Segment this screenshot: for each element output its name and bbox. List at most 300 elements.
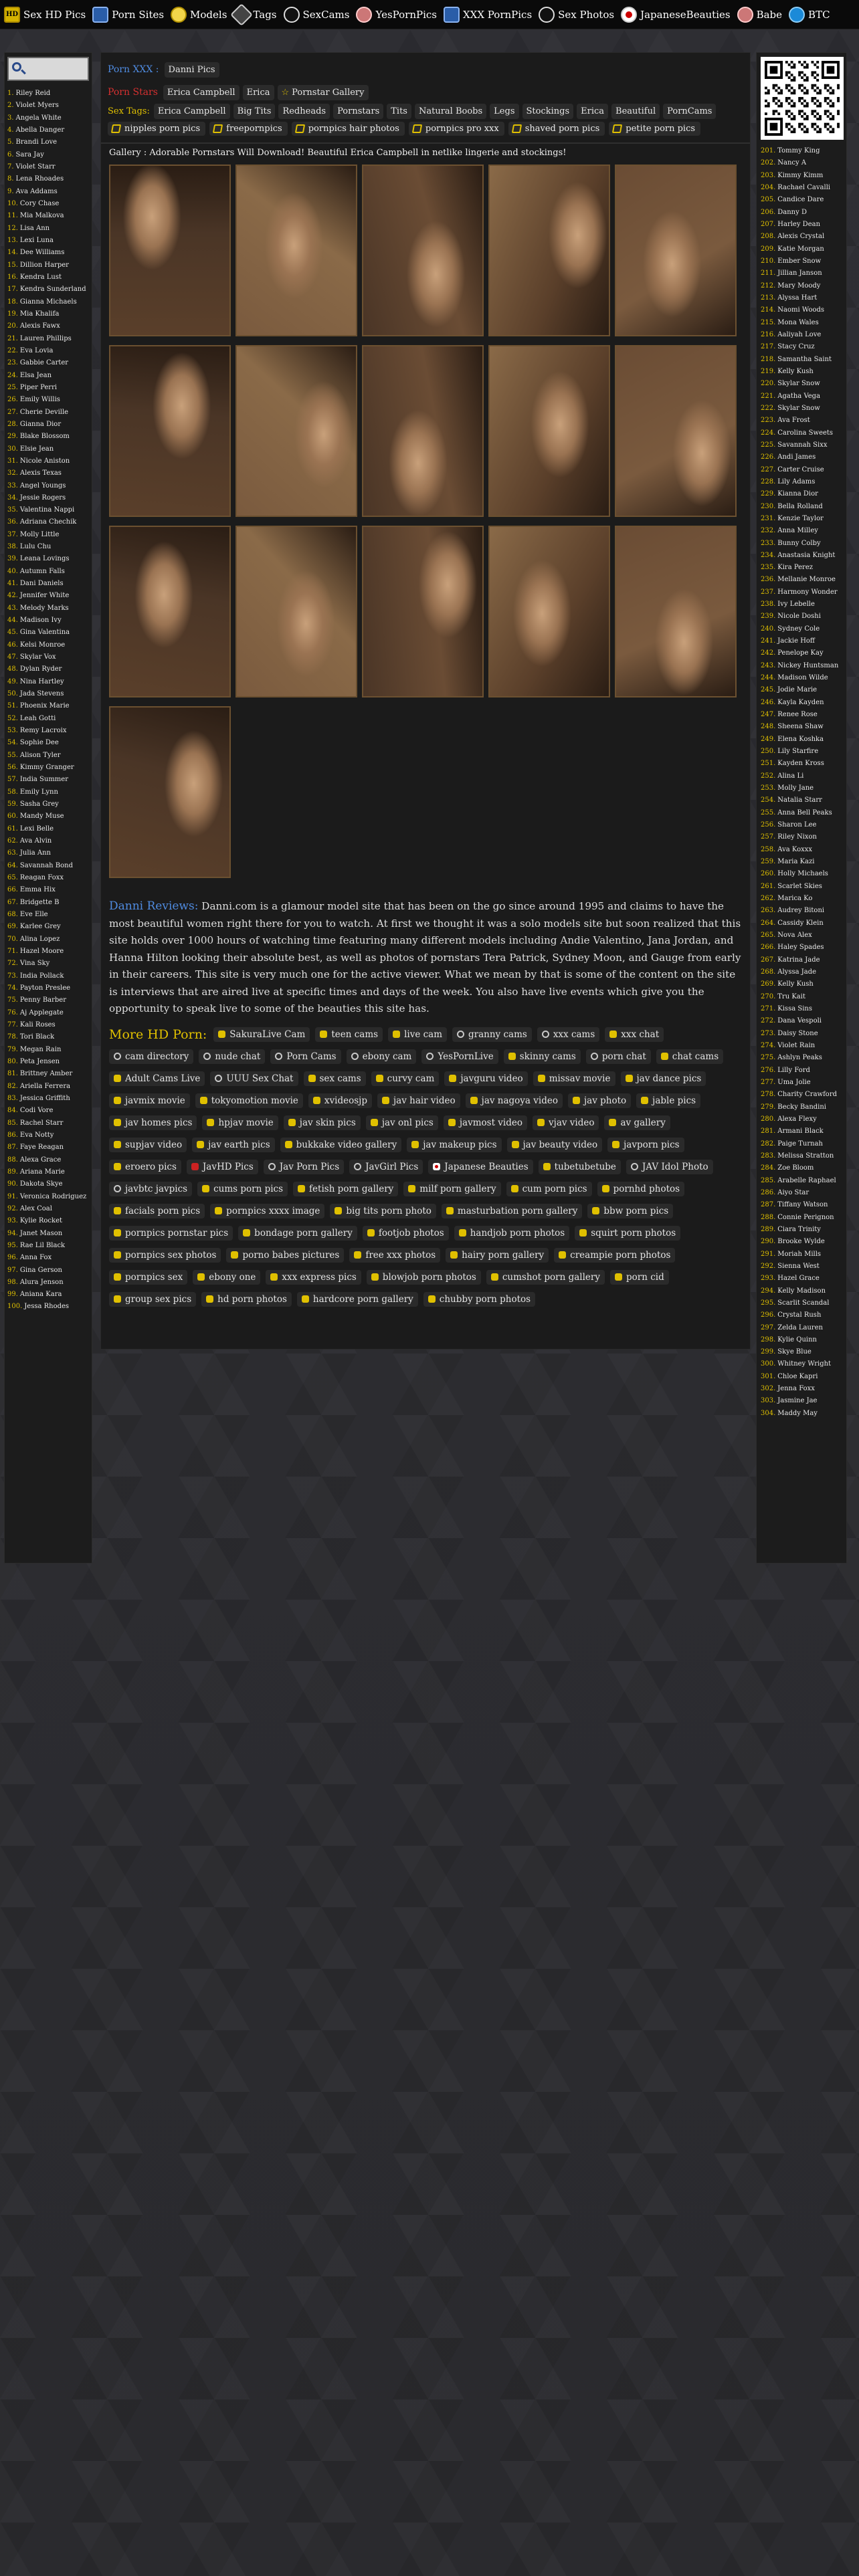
tag-link[interactable]: nipples porn pics [108,122,205,136]
model-list-item[interactable] [761,734,842,746]
model-list-item[interactable] [761,893,842,905]
more-hd-link[interactable] [202,1115,278,1130]
more-hd-link[interactable] [109,1093,190,1108]
model-list-item[interactable] [761,954,842,966]
nav-item[interactable] [539,7,614,23]
model-list-item[interactable] [761,341,842,353]
gallery-thumbnail[interactable] [362,345,484,517]
model-list-item[interactable] [7,370,89,382]
model-list-item[interactable] [761,1015,842,1027]
model-list-item[interactable] [761,439,842,451]
model-list-item[interactable] [7,1093,89,1105]
model-list-item[interactable] [7,1289,89,1301]
model-list-item[interactable] [7,345,89,357]
model-list-item[interactable] [761,476,842,488]
more-hd-link[interactable] [109,1226,233,1241]
nav-item[interactable] [233,7,276,23]
model-list-item[interactable] [761,267,842,280]
model-list-item[interactable] [7,124,89,136]
gallery-thumbnail[interactable] [109,345,231,517]
model-list-item[interactable] [761,1322,842,1334]
model-list-item[interactable] [7,382,89,394]
model-list-item[interactable] [7,603,89,615]
model-list-item[interactable] [7,897,89,909]
model-list-item[interactable] [761,304,842,316]
model-list-item[interactable] [7,1019,89,1031]
model-list-item[interactable] [761,635,842,647]
nav-item[interactable] [356,7,437,23]
model-list-item[interactable] [7,198,89,210]
sex-tag-link[interactable]: Natural Boobs [415,104,486,119]
more-hd-link[interactable] [187,1160,258,1174]
more-hd-link[interactable] [607,1138,684,1152]
model-list-item[interactable] [7,934,89,946]
model-list-item[interactable] [761,255,842,267]
model-list-item[interactable] [761,721,842,733]
model-list-item[interactable] [7,762,89,774]
more-hd-link[interactable] [109,1248,221,1263]
model-list-item[interactable] [761,317,842,329]
more-hd-link[interactable] [297,1292,418,1307]
model-list-item[interactable] [7,407,89,419]
model-list-item[interactable] [7,541,89,553]
model-list-item[interactable] [7,1228,89,1240]
pornstar-link[interactable]: Erica Campbell [163,85,240,100]
model-list-item[interactable] [761,782,842,794]
model-list-item[interactable] [7,578,89,590]
model-list-item[interactable] [7,443,89,455]
model-list-item[interactable] [7,1081,89,1093]
more-hd-link[interactable] [109,1138,187,1152]
model-list-item[interactable] [761,562,842,574]
model-list-item[interactable] [761,415,842,427]
more-hd-link[interactable] [109,1204,205,1218]
more-hd-link[interactable] [192,1138,275,1152]
model-list-item[interactable] [761,1273,842,1285]
model-list-item[interactable] [761,794,842,807]
model-list-item[interactable] [7,847,89,859]
model-list-item[interactable] [761,930,842,942]
model-list-item[interactable] [7,223,89,235]
more-hd-link[interactable] [444,1115,527,1130]
model-list-item[interactable] [761,501,842,513]
sex-tag-link[interactable]: Legs [490,104,518,119]
nav-item[interactable] [171,7,227,23]
sex-tag-link[interactable]: Big Tits [233,104,276,119]
more-hd-link[interactable] [238,1226,357,1241]
nav-item[interactable] [444,7,532,23]
model-list-item[interactable] [761,660,842,672]
search-icon[interactable] [12,62,21,72]
model-list-item[interactable] [7,357,89,369]
model-list-item[interactable] [7,1301,89,1313]
model-list-item[interactable] [7,1056,89,1068]
more-hd-link[interactable] [454,1226,569,1241]
model-list-item[interactable] [7,639,89,651]
gallery-thumbnail[interactable] [109,165,231,336]
model-list-item[interactable] [761,1089,842,1101]
model-list-item[interactable] [761,684,842,696]
model-list-item[interactable] [7,1252,89,1264]
model-list-item[interactable] [7,994,89,1006]
more-hd-link[interactable] [533,1115,599,1130]
more-hd-link[interactable] [210,1204,324,1218]
model-list-item[interactable] [761,709,842,721]
more-hd-link[interactable] [109,1115,197,1130]
more-hd-link[interactable] [605,1027,664,1042]
model-list-item[interactable] [761,207,842,219]
model-list-item[interactable] [761,513,842,525]
more-hd-link[interactable] [421,1049,498,1064]
model-list-item[interactable] [7,713,89,725]
model-list-item[interactable] [761,403,842,415]
model-list-item[interactable] [7,1240,89,1252]
tag-link[interactable]: petite porn pics [609,122,700,136]
model-list-item[interactable] [7,615,89,627]
model-list-item[interactable] [7,529,89,541]
nav-item[interactable] [621,7,731,23]
model-list-item[interactable] [761,1334,842,1346]
model-list-item[interactable] [7,88,89,100]
more-hd-link[interactable] [452,1027,532,1042]
model-list-item[interactable] [761,770,842,782]
model-list-item[interactable] [7,247,89,259]
model-list-item[interactable] [7,1203,89,1215]
model-list-item[interactable] [761,194,842,206]
model-list-item[interactable] [7,921,89,933]
model-list-item[interactable] [761,1358,842,1370]
search-input[interactable] [7,57,89,81]
model-list-item[interactable] [761,623,842,635]
more-hd-link[interactable] [442,1204,583,1218]
model-list-item[interactable] [761,1346,842,1358]
more-hd-link[interactable] [266,1270,361,1285]
more-hd-link[interactable] [210,1071,298,1086]
model-list-item[interactable] [7,296,89,308]
more-hd-link[interactable] [349,1160,423,1174]
model-list-item[interactable] [7,504,89,516]
more-hd-link[interactable] [636,1093,700,1108]
more-hd-link[interactable] [575,1226,680,1241]
model-list-item[interactable] [761,611,842,623]
tag-link[interactable]: freepornpics [209,122,288,136]
model-list-item[interactable] [761,243,842,255]
gallery-thumbnail[interactable] [362,165,484,336]
model-list-item[interactable] [761,978,842,990]
model-list-item[interactable] [7,553,89,565]
model-list-item[interactable] [7,333,89,345]
model-list-item[interactable] [761,391,842,403]
sex-tag-link[interactable]: PornCams [663,104,716,119]
gallery-thumbnail[interactable] [615,345,737,517]
model-list-item[interactable] [761,1297,842,1309]
model-list-item[interactable] [7,1154,89,1166]
model-list-item[interactable] [7,860,89,872]
model-list-item[interactable] [7,835,89,847]
more-hd-link[interactable] [533,1071,615,1086]
more-hd-link[interactable] [280,1138,402,1152]
model-list-item[interactable] [7,235,89,247]
model-list-item[interactable] [761,868,842,880]
gallery-thumbnail[interactable] [109,526,231,697]
model-list-item[interactable] [7,884,89,896]
model-list-item[interactable] [761,219,842,231]
nav-item[interactable] [4,7,86,23]
more-hd-link[interactable] [109,1160,181,1174]
model-list-item[interactable] [761,170,842,182]
model-list-item[interactable] [761,1028,842,1040]
model-list-item[interactable] [7,492,89,504]
model-list-item[interactable] [7,651,89,663]
model-list-item[interactable] [761,1052,842,1064]
model-list-item[interactable] [761,881,842,893]
model-list-item[interactable] [7,516,89,528]
more-hd-link[interactable] [270,1049,341,1064]
model-list-item[interactable] [761,672,842,684]
more-hd-link[interactable] [554,1248,675,1263]
more-hd-link[interactable] [407,1138,501,1152]
model-list-item[interactable] [7,173,89,185]
model-list-item[interactable] [7,308,89,320]
sex-tag-link[interactable]: Pornstars [333,104,383,119]
model-list-item[interactable] [7,1044,89,1056]
model-list-item[interactable] [7,566,89,578]
model-list-item[interactable] [7,1215,89,1227]
more-hd-link[interactable] [195,1093,303,1108]
more-hd-link[interactable] [226,1248,344,1263]
model-list-item[interactable] [7,958,89,970]
model-list-item[interactable] [761,697,842,709]
model-list-item[interactable] [7,1068,89,1080]
model-list-item[interactable] [761,942,842,954]
model-list-item[interactable] [761,1065,842,1077]
more-hd-link[interactable] [428,1160,533,1174]
gallery-thumbnail[interactable] [615,165,737,336]
more-hd-link[interactable] [610,1270,669,1285]
model-list-item[interactable] [761,1187,842,1199]
model-list-item[interactable] [761,292,842,304]
model-list-item[interactable] [761,538,842,550]
sex-tag-link[interactable]: Tits [387,104,411,119]
model-list-item[interactable] [7,1031,89,1043]
model-list-item[interactable] [761,746,842,758]
model-list-item[interactable] [761,991,842,1003]
more-hd-link[interactable] [363,1226,449,1241]
model-list-item[interactable] [7,1277,89,1289]
more-hd-link[interactable] [626,1160,713,1174]
model-list-item[interactable] [7,320,89,332]
more-hd-link[interactable] [539,1160,621,1174]
more-hd-link[interactable] [377,1093,460,1108]
model-list-item[interactable] [761,1309,842,1321]
more-hd-link[interactable] [586,1049,651,1064]
model-list-item[interactable] [7,725,89,737]
more-hd-link[interactable] [504,1049,581,1064]
model-list-item[interactable] [7,1130,89,1142]
gallery-thumbnail[interactable] [235,526,357,697]
model-list-item[interactable] [761,647,842,659]
model-list-item[interactable] [761,1212,842,1224]
pornstar-link[interactable]: Erica [243,85,274,100]
model-list-item[interactable] [7,737,89,749]
more-hd-link[interactable] [193,1270,260,1285]
model-list-item[interactable] [7,394,89,406]
model-list-item[interactable] [7,431,89,443]
model-list-item[interactable] [7,467,89,479]
model-list-item[interactable] [761,1285,842,1297]
model-list-item[interactable] [761,1199,842,1211]
model-list-item[interactable] [7,982,89,994]
model-list-item[interactable] [7,149,89,161]
sex-tag-link[interactable]: Beautiful [611,104,660,119]
more-hd-link[interactable] [371,1071,440,1086]
model-list-item[interactable] [761,231,842,243]
sex-tag-link[interactable]: Stockings [522,104,574,119]
model-list-item[interactable] [761,1113,842,1125]
breadcrumb-current[interactable]: Danni Pics [165,62,219,78]
model-list-item[interactable] [7,1166,89,1178]
more-hd-link[interactable] [367,1270,481,1285]
model-list-item[interactable] [7,100,89,112]
more-hd-link[interactable] [308,1093,372,1108]
model-list-item[interactable] [7,112,89,124]
gallery-thumbnail[interactable] [488,165,610,336]
tag-link[interactable]: pornpics pro xxx [409,122,504,136]
model-list-item[interactable] [7,136,89,148]
model-list-item[interactable] [761,427,842,439]
model-list-item[interactable] [7,823,89,835]
model-list-item[interactable] [761,1371,842,1383]
model-list-item[interactable] [7,272,89,284]
more-hd-link[interactable] [466,1093,563,1108]
model-list-item[interactable] [761,1040,842,1052]
more-hd-link[interactable] [109,1071,205,1086]
more-hd-link[interactable] [507,1138,603,1152]
gallery-thumbnail[interactable] [488,345,610,517]
gallery-thumbnail[interactable] [235,345,357,517]
model-list-item[interactable] [7,676,89,688]
model-list-item[interactable] [761,905,842,917]
gallery-thumbnail[interactable] [615,526,737,697]
nav-item[interactable] [92,7,164,23]
more-hd-link[interactable] [213,1027,310,1042]
more-hd-link[interactable] [621,1071,706,1086]
model-list-item[interactable] [761,966,842,978]
more-hd-link[interactable] [388,1027,447,1042]
more-hd-link[interactable] [109,1182,192,1196]
model-list-item[interactable] [761,354,842,366]
more-hd-link[interactable] [568,1093,631,1108]
model-list-item[interactable] [761,856,842,868]
nav-item[interactable] [789,7,830,23]
more-hd-link[interactable] [284,1115,361,1130]
model-list-item[interactable] [7,774,89,786]
model-list-item[interactable] [761,918,842,930]
model-list-item[interactable] [7,259,89,272]
more-hd-link[interactable] [403,1182,500,1196]
nav-item[interactable] [737,7,782,23]
model-list-item[interactable] [761,378,842,390]
more-hd-link[interactable] [315,1027,383,1042]
model-list-item[interactable] [7,663,89,675]
model-list-item[interactable] [7,946,89,958]
model-list-item[interactable] [761,1003,842,1015]
model-list-item[interactable] [7,1265,89,1277]
model-list-item[interactable] [7,480,89,492]
model-list-item[interactable] [7,161,89,173]
model-list-item[interactable] [7,590,89,602]
more-hd-link[interactable] [349,1248,440,1263]
model-list-item[interactable] [7,688,89,700]
nav-item[interactable] [284,7,350,23]
more-hd-link[interactable] [587,1204,673,1218]
more-hd-link[interactable] [109,1270,187,1285]
model-list-item[interactable] [761,807,842,819]
more-hd-link[interactable] [201,1292,292,1307]
model-list-item[interactable] [761,550,842,562]
more-hd-link[interactable] [537,1027,599,1042]
model-list-item[interactable] [7,210,89,222]
model-list-item[interactable] [7,909,89,921]
more-hd-link[interactable] [486,1270,605,1285]
model-list-item[interactable] [761,280,842,292]
more-hd-link[interactable] [330,1204,436,1218]
model-list-item[interactable] [761,1150,842,1162]
more-hd-link[interactable] [423,1292,535,1307]
model-list-item[interactable] [7,700,89,712]
model-list-item[interactable] [7,1191,89,1203]
more-hd-link[interactable] [293,1182,398,1196]
model-list-item[interactable] [761,1138,842,1150]
model-list-item[interactable] [761,819,842,831]
model-list-item[interactable] [761,831,842,843]
pornstar-gallery-link[interactable]: ☆ Pornstar Gallery [278,85,369,100]
model-list-item[interactable] [761,488,842,500]
gallery-thumbnail[interactable] [235,165,357,336]
model-list-item[interactable] [761,1101,842,1113]
gallery-thumbnail[interactable] [109,706,231,878]
model-list-item[interactable] [7,811,89,823]
model-list-item[interactable] [761,451,842,463]
model-list-item[interactable] [7,750,89,762]
model-list-item[interactable] [761,1408,842,1420]
more-hd-link[interactable] [109,1292,196,1307]
model-list-item[interactable] [761,1175,842,1187]
more-hd-link[interactable] [656,1049,723,1064]
more-hd-link[interactable] [444,1071,527,1086]
more-hd-link[interactable] [199,1049,265,1064]
model-list-item[interactable] [7,419,89,431]
model-list-item[interactable] [761,1224,842,1236]
model-list-item[interactable] [761,1383,842,1395]
tag-link[interactable]: pornpics hair photos [292,122,405,136]
model-list-item[interactable] [7,798,89,811]
model-list-item[interactable] [761,1261,842,1273]
model-list-item[interactable] [7,786,89,798]
more-hd-link[interactable] [197,1182,288,1196]
model-list-item[interactable] [7,1007,89,1019]
model-list-item[interactable] [761,599,842,611]
more-hd-link[interactable] [304,1071,366,1086]
more-hd-link[interactable] [366,1115,438,1130]
model-list-item[interactable] [761,182,842,194]
model-list-item[interactable] [7,1105,89,1117]
model-list-item[interactable] [761,157,842,169]
more-hd-link[interactable] [446,1248,549,1263]
model-list-item[interactable] [761,525,842,537]
more-hd-link[interactable] [604,1115,670,1130]
model-list-item[interactable] [761,1249,842,1261]
